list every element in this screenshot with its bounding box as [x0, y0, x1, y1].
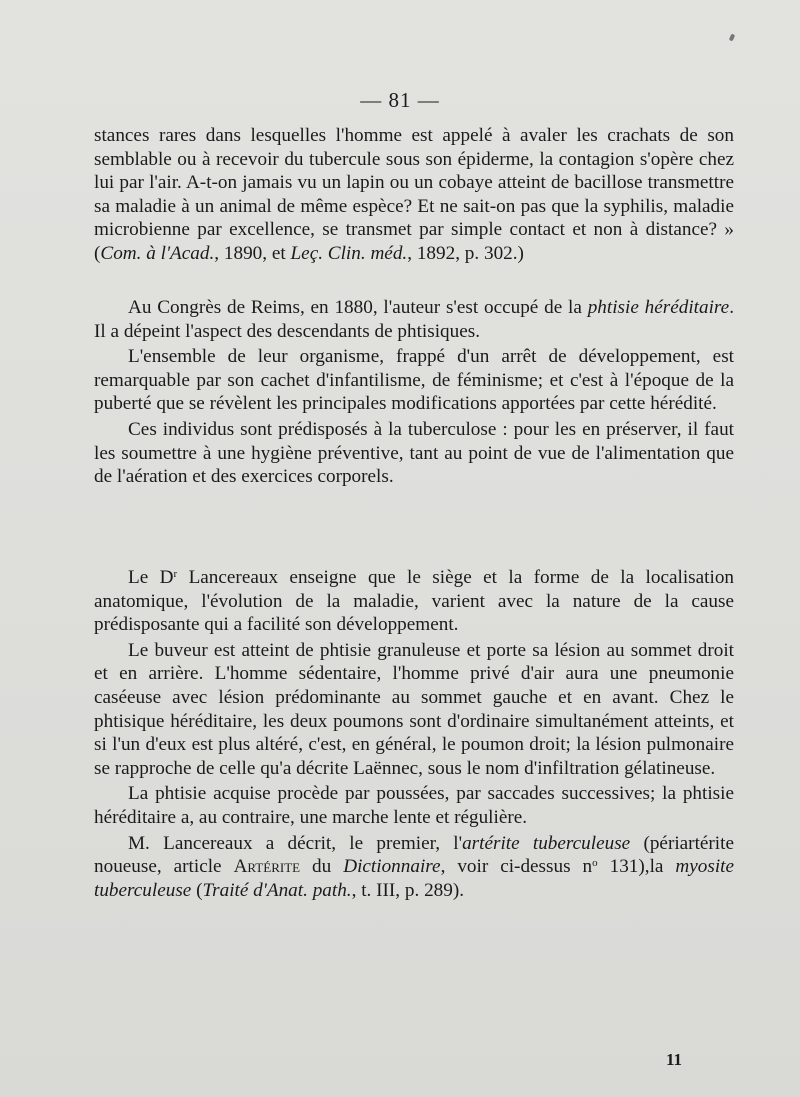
paragraph: Ces individus sont prédisposés à la tuberculose : pour les en préserver, il faut les soumettre à une hygiène préventive, tant au point de vue de l'alimentation que de l'aération et des exercices corporels.: [94, 418, 734, 488]
reference-italic: Leç. Clin. méd.: [290, 242, 408, 264]
paragraph: La phtisie acquise procède par poussées, par saccades successives; la phtisie héréditaire a, au contraire, une marche lente et régulière.: [94, 783, 734, 828]
paragraph: Au Congrès de Reims, en 1880, l'auteur s'est occupé de la phtisie héréditaire. Il a dépeint l'aspect des descendants de phtisiques.: [94, 297, 734, 342]
signature-mark: 11: [665, 1050, 682, 1069]
quote-continuation: [94, 124, 734, 266]
page-number: — 81 —: [360, 88, 440, 112]
ink-speck: [729, 33, 736, 41]
paragraph: Le $D^r$ Lancereaux enseigne que le siège et la forme de la localisation anatomique, l'évolution de la maladie, varient avec la nature de la cause prédisposante qui a facilité son développement.: [94, 567, 735, 636]
term-italic: myosite tuberculeuse: [94, 856, 735, 901]
section-hereditary-phthisis: [94, 296, 734, 489]
reference-italic: Traité d'Anat. path.: [202, 879, 352, 901]
paragraph: Le buveur est atteint de phtisie granuleuse et porte sa lésion au sommet droit et en arrière. L'homme sédentaire, l'homme privé d'air aura une pneumonie caséeuse avec lésion prédominante au sommet gauche et en avant. Chez le phtisique héréditaire, les deux poumons sont d'ordinaire simultanément atteints, et si l'un d'eux est plus altéré, c'est, en général, le poumon droit; la lésion pulmonaire se rapproche de celle qu'a décrite Laënnec, sous le nom d'infiltration gélatineuse.: [94, 639, 734, 779]
paragraph: M. Lancereaux a décrit, le premier, l'artérite tuberculeuse (périartérite noueuse, article Artérite du Dictionnaire, voir ci-dessus $n^o$ 131),la myosite tuberculeuse (Traité d'Anat. path., t. III, p. 289).: [94, 832, 735, 901]
term-italic: artérite tuberculeuse: [462, 832, 631, 854]
term-italic: phtisie héréditaire: [587, 297, 730, 318]
term-italic: Dictionnaire: [343, 856, 441, 878]
reference-italic: Com. à l'Acad.: [100, 242, 215, 264]
small-caps-term: Artérite: [233, 856, 301, 878]
paragraph: stances rares dans lesquelles l'homme est appelé à avaler les crachats de son semblable ou à recevoir du tubercule sous son épiderme, la contagion s'opère chez lui par l'air. A-t-on jamais vu un lapin ou un cobaye atteint de bacillose transmettre sa maladie à un animal de même espèce? Et ne sait-on pas que la syphilis, maladie microbienne par excellence, se transmet par simple contact et non à distance? » (Com. à l'Acad., 1890, et Leç. Clin. méd., 1892, p. 302.): [94, 125, 734, 264]
paragraph: L'ensemble de leur organisme, frappé d'un arrêt de développement, est remarquable par son cachet d'infantilisme, de féminisme; et c'est à l'époque de la puberté que se révèlent les principales modifications apportées par cette hérédité.: [94, 346, 734, 415]
section-localisation: [94, 566, 734, 902]
